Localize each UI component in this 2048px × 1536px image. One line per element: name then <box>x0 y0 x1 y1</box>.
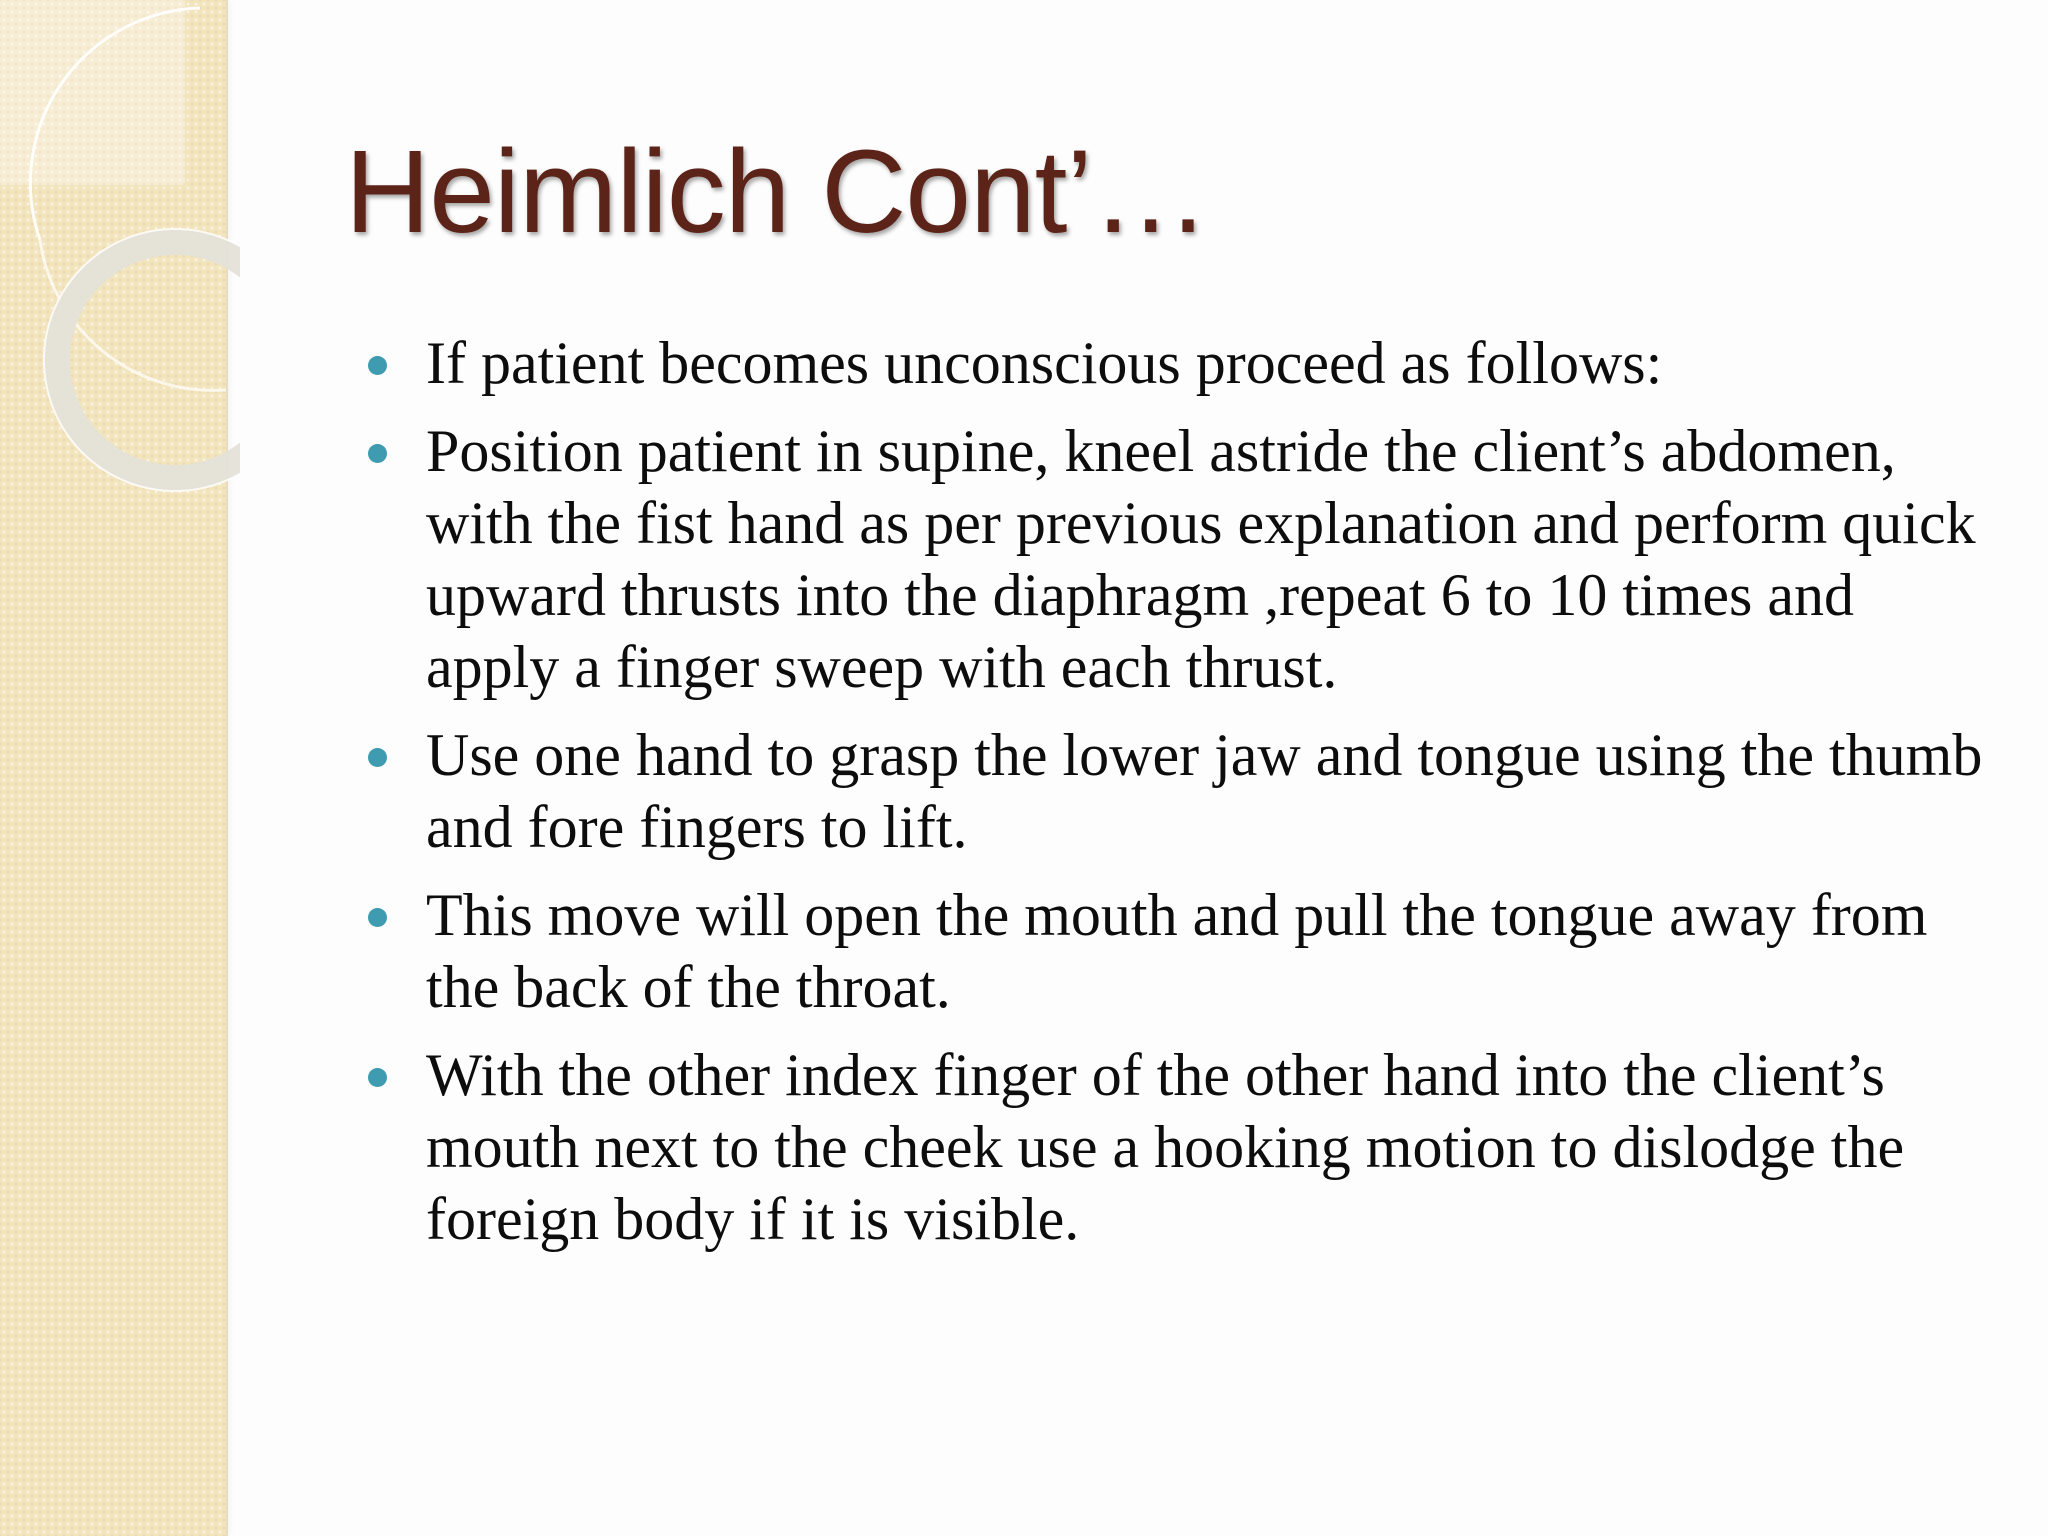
bullet-text: Position patient in supine, kneel astride the client’s abdomen, with the fist hand as per previous explanation and perform quick upward thrusts into the diaphragm ,repeat 6 to 10 times and apply a finger sweep with each thrust. <box>426 418 1976 700</box>
bullet-text: Use one hand to grasp the lower jaw and tongue using the thumb and fore fingers to lift. <box>426 722 1983 860</box>
bullet-dot-icon <box>368 356 387 375</box>
bullet-dot-icon <box>368 908 387 927</box>
bullet-text: If patient becomes unconscious proceed as follows: <box>426 330 1663 396</box>
bullet-item <box>360 1039 2000 1255</box>
bullet-item <box>360 719 2000 863</box>
bullet-dot-icon <box>368 444 387 463</box>
bullet-dot-icon <box>368 1068 387 1087</box>
bullet-item <box>360 415 2000 703</box>
bullet-text: This move will open the mouth and pull the tongue away from the back of the throat. <box>426 882 1928 1020</box>
bullet-text: With the other index finger of the other hand into the client’s mouth next to the cheek use a hooking motion to dislodge the foreign body if it is visible. <box>426 1042 1905 1252</box>
bullet-item <box>360 879 2000 1023</box>
bullet-item <box>360 327 2000 399</box>
slide-title: Heimlich Cont’… <box>345 126 1209 258</box>
bullet-dot-icon <box>368 748 387 767</box>
bullet-list <box>360 327 2000 1271</box>
decorative-side-band <box>0 0 228 1536</box>
